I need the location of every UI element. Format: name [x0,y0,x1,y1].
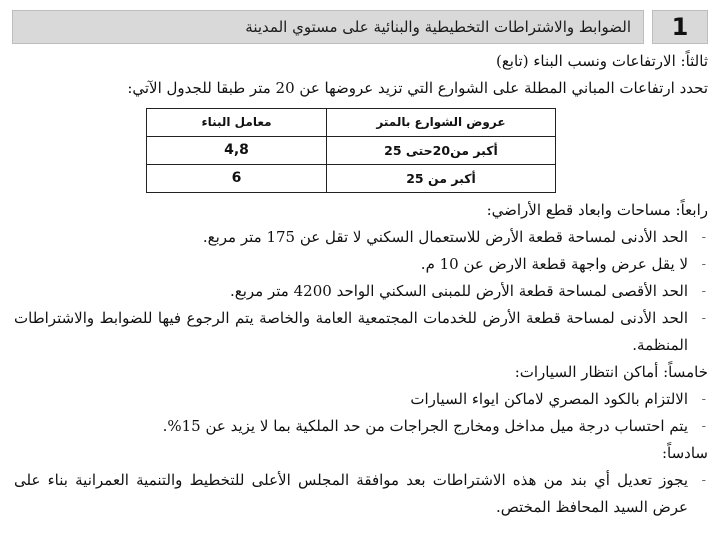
list-item [14,413,708,440]
table-cell-ratio: 6 [147,165,327,193]
list-item-text: يتم احتساب درجة ميل مداخل ومخارج الجراجات من حد الملكية بما لا يزيد عن 15%. [162,417,688,435]
list-item [14,224,708,251]
table-row [147,165,556,193]
bullet-dash-icon: - [701,473,706,488]
list-item [14,467,708,521]
table-header-row [147,109,556,137]
third-heading: ثالثاً: الارتفاعات ونسب البناء (تابع) [495,52,708,70]
fifth-heading: خامساً: أماكن انتظار السيارات: [514,363,708,381]
fourth-heading: رابعاً: مساحات وابعاد قطع الأراضي: [486,201,708,219]
section-header [12,10,708,44]
table-row [147,137,556,165]
section-title: الضوابط والاشتراطات التخطيطية والبنائية على مستوي المدينة [12,10,644,44]
list-item-text: يجوز تعديل أي بند من هذه الاشتراطات بعد موافقة المجلس الأعلى للتخطيط والتنمية العمرانية بناء على عرض السيد المحافظ المختص. [14,471,688,516]
build-ratio-table [146,108,556,193]
table-cell-street: أكبر من20حتى 25 [326,137,555,165]
bullet-dash-icon: - [701,230,706,245]
list-item [14,386,708,413]
bullet-dash-icon: - [701,392,706,407]
list-item-text: لا يقل عرض واجهة قطعة الارض عن 10 م. [420,255,688,273]
section-number: 1 [652,10,708,44]
list-item-text: الحد الأدنى لمساحة قطعة الأرض للخدمات المجتمعية العامة والخاصة يتم الرجوع فيها للضوابط والاشتراطات المنظمة. [14,309,688,354]
table-cell-street: أكبر من 25 [326,165,555,193]
bullet-dash-icon: - [701,257,706,272]
table-intro: تحدد ارتفاعات المباني المطلة على الشوارع التي تزيد عروضها عن 20 متر طبقا للجدول الآتي: [127,79,708,97]
document-body [14,48,708,521]
list-item-text: الالتزام بالكود المصري لاماكن ايواء السيارات [410,390,688,408]
sixth-heading: سادساً: [661,444,708,462]
bullet-dash-icon: - [701,311,706,326]
bullet-dash-icon: - [701,284,706,299]
list-item [14,251,708,278]
table-container [14,108,708,193]
header-build-ratio: معامل البناء [147,109,327,137]
header-street-width: عروض الشوارع بالمتر [326,109,555,137]
list-item-text: الحد الأقصى لمساحة قطعة الأرض للمبنى السكني الواحد 4200 متر مربع. [229,282,688,300]
list-item [14,305,708,359]
list-item [14,278,708,305]
list-item-text: الحد الأدنى لمساحة قطعة الأرض للاستعمال السكني لا تقل عن 175 متر مربع. [202,228,688,246]
bullet-dash-icon: - [701,419,706,434]
table-cell-ratio: 4,8 [147,137,327,165]
